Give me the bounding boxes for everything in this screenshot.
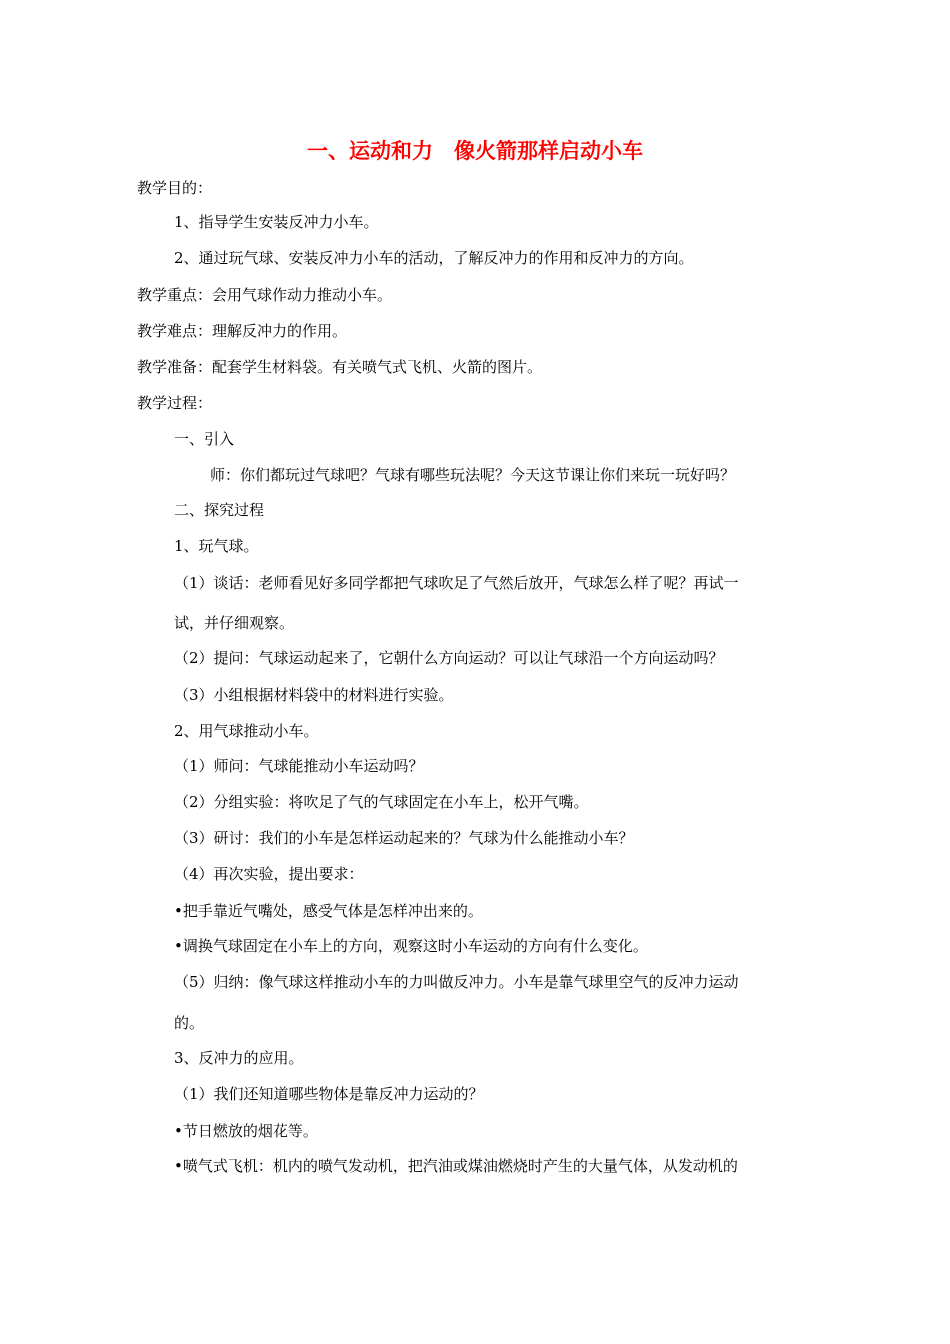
text-line: 教学难点：理解反冲力的作用。 (137, 322, 348, 340)
text-line: 1、指导学生安装反冲力小车。 (174, 213, 379, 231)
text-line: 教学过程： (137, 394, 213, 412)
text-line: （2）分组实验：将吹足了气的气球固定在小车上，松开气嘴。 (174, 793, 589, 811)
document-title: 一、运动和力 像火箭那样启动小车 (307, 139, 643, 163)
text-line: 2、通过玩气球、安装反冲力小车的活动，了解反冲力的作用和反冲力的方向。 (174, 249, 694, 267)
text-line: （1）我们还知道哪些物体是靠反冲力运动的？ (174, 1085, 484, 1103)
text-line: （3）研讨：我们的小车是怎样运动起来的？气球为什么能推动小车？ (174, 829, 634, 847)
text-line: 1、玩气球。 (174, 537, 259, 555)
bullet-item: •调换气球固定在小车上的方向，观察这时小车运动的方向有什么变化。 (174, 937, 648, 955)
text-line: 教学重点：会用气球作动力推动小车。 (137, 286, 393, 304)
text-line: （5）归纳：像气球这样推动小车的力叫做反冲力。小车是靠气球里空气的反冲力运动 (174, 973, 739, 991)
text-line: （2）提问：气球运动起来了，它朝什么方向运动？可以让气球沿一个方向运动吗？ (174, 649, 724, 667)
bullet-item: •喷气式飞机：机内的喷气发动机，把汽油或煤油燃烧时产生的大量气体，从发动机的 (174, 1157, 738, 1175)
text-line: （4）再次实验，提出要求： (174, 865, 364, 883)
text-line: 师：你们都玩过气球吧？气球有哪些玩法呢？今天这节课让你们来玩一玩好吗？ (210, 466, 736, 484)
text-line: 二、探究过程 (174, 501, 265, 519)
text-line: （1）师问：气球能推动小车运动吗？ (174, 757, 424, 775)
text-line: 教学准备：配套学生材料袋。有关喷气式飞机、火箭的图片。 (137, 358, 543, 376)
text-line: 一、引入 (174, 430, 235, 448)
text-line: 2、用气球推动小车。 (174, 722, 319, 740)
text-line: 教学目的： (137, 179, 213, 197)
bullet-item: •把手靠近气嘴处，感受气体是怎样冲出来的。 (174, 902, 483, 920)
bullet-item: •节日燃放的烟花等。 (174, 1122, 318, 1140)
text-line: （1）谈话：老师看见好多同学都把气球吹足了气然后放开，气球怎么样了呢？再试一 (174, 574, 739, 592)
text-line: 3、反冲力的应用。 (174, 1049, 304, 1067)
text-line: （3）小组根据材料袋中的材料进行实验。 (174, 686, 454, 704)
text-line: 试，并仔细观察。 (174, 614, 295, 632)
text-line: 的。 (174, 1014, 205, 1032)
